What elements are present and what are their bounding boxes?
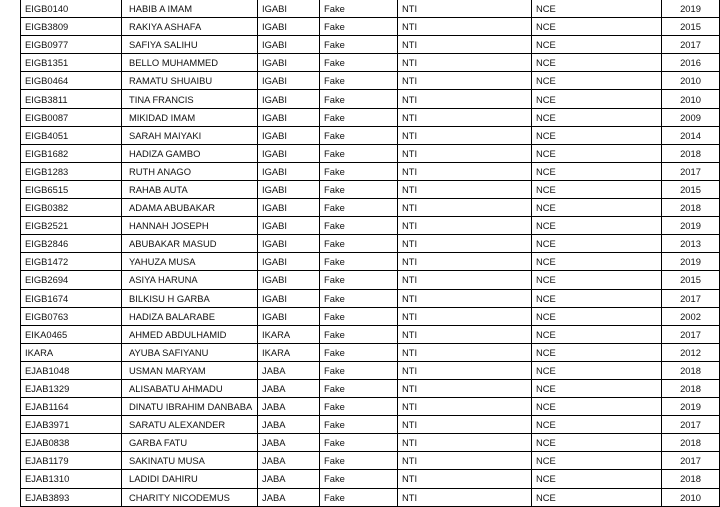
cell-name: AYUBA SAFIYANU xyxy=(122,343,258,361)
cell-year: 2017 xyxy=(662,452,720,470)
cell-lga: IGABI xyxy=(258,144,320,162)
table-row xyxy=(21,126,720,144)
cell-lga: IGABI xyxy=(258,0,320,18)
cell-qualification: NCE xyxy=(532,54,662,72)
table-row xyxy=(21,144,720,162)
cell-status: Fake xyxy=(320,343,398,361)
cell-code: EIGB1674 xyxy=(21,289,122,307)
cell-institution: NTI xyxy=(398,36,532,54)
cell-status: Fake xyxy=(320,108,398,126)
table-row xyxy=(21,162,720,180)
cell-status: Fake xyxy=(320,434,398,452)
cell-code: EIGB0087 xyxy=(21,108,122,126)
table-row xyxy=(21,18,720,36)
cell-lga: IGABI xyxy=(258,199,320,217)
cell-code: EIGB6515 xyxy=(21,180,122,198)
cell-code: EJAB1048 xyxy=(21,361,122,379)
cell-institution: NTI xyxy=(398,379,532,397)
cell-lga: IGABI xyxy=(258,271,320,289)
cell-qualification: NCE xyxy=(532,0,662,18)
cell-year: 2017 xyxy=(662,289,720,307)
cell-status: Fake xyxy=(320,162,398,180)
cell-year: 2017 xyxy=(662,325,720,343)
cell-qualification: NCE xyxy=(532,235,662,253)
cell-lga: IGABI xyxy=(258,72,320,90)
cell-name: SARATU ALEXANDER xyxy=(122,416,258,434)
table-row xyxy=(21,271,720,289)
table-row xyxy=(21,307,720,325)
cell-year: 2019 xyxy=(662,0,720,18)
records-table-body xyxy=(21,0,720,506)
cell-status: Fake xyxy=(320,126,398,144)
cell-code: EIKA0465 xyxy=(21,325,122,343)
cell-name: BELLO MUHAMMED xyxy=(122,54,258,72)
cell-name: USMAN MARYAM xyxy=(122,361,258,379)
table-row xyxy=(21,325,720,343)
cell-qualification: NCE xyxy=(532,253,662,271)
cell-lga: IGABI xyxy=(258,253,320,271)
cell-qualification: NCE xyxy=(532,379,662,397)
cell-status: Fake xyxy=(320,379,398,397)
cell-qualification: NCE xyxy=(532,90,662,108)
cell-qualification: NCE xyxy=(532,361,662,379)
cell-lga: IGABI xyxy=(258,18,320,36)
cell-name: HADIZA GAMBO xyxy=(122,144,258,162)
table-row xyxy=(21,470,720,488)
cell-institution: NTI xyxy=(398,289,532,307)
cell-institution: NTI xyxy=(398,54,532,72)
cell-status: Fake xyxy=(320,90,398,108)
table-row xyxy=(21,416,720,434)
cell-code: EIGB2846 xyxy=(21,235,122,253)
cell-qualification: NCE xyxy=(532,18,662,36)
cell-lga: IGABI xyxy=(258,235,320,253)
cell-name: BILKISU H GARBA xyxy=(122,289,258,307)
cell-year: 2018 xyxy=(662,144,720,162)
table-row xyxy=(21,253,720,271)
cell-code: EIGB2694 xyxy=(21,271,122,289)
cell-institution: NTI xyxy=(398,144,532,162)
cell-institution: NTI xyxy=(398,398,532,416)
cell-name: CHARITY NICODEMUS xyxy=(122,488,258,506)
cell-institution: NTI xyxy=(398,180,532,198)
cell-institution: NTI xyxy=(398,434,532,452)
cell-qualification: NCE xyxy=(532,470,662,488)
cell-name: ALISABATU AHMADU xyxy=(122,379,258,397)
cell-institution: NTI xyxy=(398,162,532,180)
cell-code: EJAB3893 xyxy=(21,488,122,506)
table-row xyxy=(21,108,720,126)
cell-name: HANNAH JOSEPH xyxy=(122,217,258,235)
cell-qualification: NCE xyxy=(532,199,662,217)
cell-status: Fake xyxy=(320,18,398,36)
cell-institution: NTI xyxy=(398,325,532,343)
cell-name: YAHUZA MUSA xyxy=(122,253,258,271)
cell-year: 2010 xyxy=(662,90,720,108)
cell-lga: JABA xyxy=(258,470,320,488)
cell-qualification: NCE xyxy=(532,126,662,144)
cell-name: RUTH ANAGO xyxy=(122,162,258,180)
cell-qualification: NCE xyxy=(532,416,662,434)
table-row xyxy=(21,289,720,307)
cell-status: Fake xyxy=(320,470,398,488)
table-row xyxy=(21,434,720,452)
table-row xyxy=(21,0,720,18)
cell-year: 2015 xyxy=(662,271,720,289)
table-row xyxy=(21,199,720,217)
cell-status: Fake xyxy=(320,253,398,271)
cell-institution: NTI xyxy=(398,199,532,217)
cell-qualification: NCE xyxy=(532,488,662,506)
cell-name: MIKIDAD IMAM xyxy=(122,108,258,126)
cell-qualification: NCE xyxy=(532,434,662,452)
cell-year: 2010 xyxy=(662,72,720,90)
cell-lga: IGABI xyxy=(258,180,320,198)
cell-status: Fake xyxy=(320,36,398,54)
table-row xyxy=(21,54,720,72)
cell-name: ABUBAKAR MASUD xyxy=(122,235,258,253)
table-row xyxy=(21,488,720,506)
cell-year: 2010 xyxy=(662,488,720,506)
cell-qualification: NCE xyxy=(532,452,662,470)
cell-lga: IGABI xyxy=(258,36,320,54)
cell-qualification: NCE xyxy=(532,108,662,126)
cell-code: EIGB3809 xyxy=(21,18,122,36)
cell-name: GARBA FATU xyxy=(122,434,258,452)
cell-lga: IKARA xyxy=(258,343,320,361)
cell-year: 2018 xyxy=(662,361,720,379)
cell-qualification: NCE xyxy=(532,307,662,325)
cell-lga: IGABI xyxy=(258,54,320,72)
cell-code: EIGB2521 xyxy=(21,217,122,235)
cell-code: EJAB1329 xyxy=(21,379,122,397)
cell-status: Fake xyxy=(320,72,398,90)
cell-lga: IGABI xyxy=(258,217,320,235)
cell-status: Fake xyxy=(320,361,398,379)
cell-lga: IGABI xyxy=(258,108,320,126)
cell-lga: JABA xyxy=(258,452,320,470)
cell-institution: NTI xyxy=(398,452,532,470)
cell-year: 2009 xyxy=(662,108,720,126)
cell-status: Fake xyxy=(320,0,398,18)
cell-code: EJAB1179 xyxy=(21,452,122,470)
cell-institution: NTI xyxy=(398,307,532,325)
cell-lga: IKARA xyxy=(258,325,320,343)
cell-code: EJAB1164 xyxy=(21,398,122,416)
cell-code: EIGB0382 xyxy=(21,199,122,217)
table-row xyxy=(21,343,720,361)
cell-institution: NTI xyxy=(398,235,532,253)
table-row xyxy=(21,72,720,90)
cell-code: EIGB4051 xyxy=(21,126,122,144)
cell-year: 2019 xyxy=(662,253,720,271)
cell-lga: JABA xyxy=(258,398,320,416)
cell-lga: IGABI xyxy=(258,289,320,307)
cell-year: 2018 xyxy=(662,434,720,452)
cell-status: Fake xyxy=(320,452,398,470)
cell-code: EIGB0464 xyxy=(21,72,122,90)
records-table xyxy=(20,0,720,507)
cell-qualification: NCE xyxy=(532,36,662,54)
cell-institution: NTI xyxy=(398,217,532,235)
cell-lga: IGABI xyxy=(258,307,320,325)
cell-name: DINATU IBRAHIM DANBABA xyxy=(122,398,258,416)
cell-year: 2017 xyxy=(662,416,720,434)
cell-institution: NTI xyxy=(398,72,532,90)
cell-lga: JABA xyxy=(258,379,320,397)
cell-year: 2019 xyxy=(662,398,720,416)
cell-name: RAHAB AUTA xyxy=(122,180,258,198)
cell-qualification: NCE xyxy=(532,72,662,90)
cell-qualification: NCE xyxy=(532,289,662,307)
cell-qualification: NCE xyxy=(532,144,662,162)
cell-status: Fake xyxy=(320,54,398,72)
cell-code: EIGB0977 xyxy=(21,36,122,54)
cell-institution: NTI xyxy=(398,126,532,144)
cell-institution: NTI xyxy=(398,253,532,271)
cell-status: Fake xyxy=(320,398,398,416)
cell-institution: NTI xyxy=(398,343,532,361)
cell-year: 2018 xyxy=(662,379,720,397)
cell-name: ASIYA HARUNA xyxy=(122,271,258,289)
cell-name: HABIB A IMAM xyxy=(122,0,258,18)
cell-lga: JABA xyxy=(258,488,320,506)
cell-status: Fake xyxy=(320,144,398,162)
cell-year: 2016 xyxy=(662,54,720,72)
cell-institution: NTI xyxy=(398,416,532,434)
cell-qualification: NCE xyxy=(532,398,662,416)
cell-year: 2018 xyxy=(662,199,720,217)
table-row xyxy=(21,90,720,108)
cell-code: EIGB1351 xyxy=(21,54,122,72)
table-row xyxy=(21,361,720,379)
cell-institution: NTI xyxy=(398,90,532,108)
cell-status: Fake xyxy=(320,325,398,343)
cell-qualification: NCE xyxy=(532,325,662,343)
cell-institution: NTI xyxy=(398,470,532,488)
cell-name: RAKIYA ASHAFA xyxy=(122,18,258,36)
cell-institution: NTI xyxy=(398,271,532,289)
cell-status: Fake xyxy=(320,289,398,307)
cell-code: EIGB3811 xyxy=(21,90,122,108)
cell-status: Fake xyxy=(320,488,398,506)
cell-institution: NTI xyxy=(398,108,532,126)
cell-status: Fake xyxy=(320,271,398,289)
cell-code: EIGB1472 xyxy=(21,253,122,271)
cell-institution: NTI xyxy=(398,0,532,18)
cell-code: IKARA xyxy=(21,343,122,361)
cell-code: EIGB1682 xyxy=(21,144,122,162)
cell-name: ADAMA ABUBAKAR xyxy=(122,199,258,217)
cell-name: LADIDI DAHIRU xyxy=(122,470,258,488)
cell-institution: NTI xyxy=(398,18,532,36)
cell-year: 2013 xyxy=(662,235,720,253)
cell-name: HADIZA BALARABE xyxy=(122,307,258,325)
cell-lga: IGABI xyxy=(258,162,320,180)
cell-code: EJAB1310 xyxy=(21,470,122,488)
cell-year: 2012 xyxy=(662,343,720,361)
cell-lga: JABA xyxy=(258,434,320,452)
cell-status: Fake xyxy=(320,199,398,217)
cell-year: 2002 xyxy=(662,307,720,325)
cell-qualification: NCE xyxy=(532,180,662,198)
table-row xyxy=(21,452,720,470)
cell-year: 2018 xyxy=(662,470,720,488)
cell-name: RAMATU SHUAIBU xyxy=(122,72,258,90)
cell-lga: IGABI xyxy=(258,126,320,144)
cell-year: 2017 xyxy=(662,162,720,180)
table-row xyxy=(21,217,720,235)
cell-year: 2017 xyxy=(662,36,720,54)
cell-code: EIGB0140 xyxy=(21,0,122,18)
cell-name: TINA FRANCIS xyxy=(122,90,258,108)
cell-code: EIGB1283 xyxy=(21,162,122,180)
table-row xyxy=(21,398,720,416)
cell-name: SAFIYA SALIHU xyxy=(122,36,258,54)
cell-code: EJAB0838 xyxy=(21,434,122,452)
cell-status: Fake xyxy=(320,307,398,325)
cell-qualification: NCE xyxy=(532,162,662,180)
cell-lga: JABA xyxy=(258,416,320,434)
cell-qualification: NCE xyxy=(532,343,662,361)
cell-status: Fake xyxy=(320,180,398,198)
cell-status: Fake xyxy=(320,416,398,434)
cell-lga: JABA xyxy=(258,361,320,379)
cell-year: 2015 xyxy=(662,18,720,36)
table-row xyxy=(21,36,720,54)
table-row xyxy=(21,180,720,198)
cell-year: 2014 xyxy=(662,126,720,144)
cell-lga: IGABI xyxy=(258,90,320,108)
cell-year: 2019 xyxy=(662,217,720,235)
cell-name: SAKINATU MUSA xyxy=(122,452,258,470)
cell-name: AHMED ABDULHAMID xyxy=(122,325,258,343)
table-row xyxy=(21,379,720,397)
cell-year: 2015 xyxy=(662,180,720,198)
cell-code: EIGB0763 xyxy=(21,307,122,325)
cell-status: Fake xyxy=(320,235,398,253)
cell-status: Fake xyxy=(320,217,398,235)
cell-qualification: NCE xyxy=(532,271,662,289)
cell-qualification: NCE xyxy=(532,217,662,235)
cell-code: EJAB3971 xyxy=(21,416,122,434)
table-row xyxy=(21,235,720,253)
cell-institution: NTI xyxy=(398,361,532,379)
cell-name: SARAH MAIYAKI xyxy=(122,126,258,144)
cell-institution: NTI xyxy=(398,488,532,506)
